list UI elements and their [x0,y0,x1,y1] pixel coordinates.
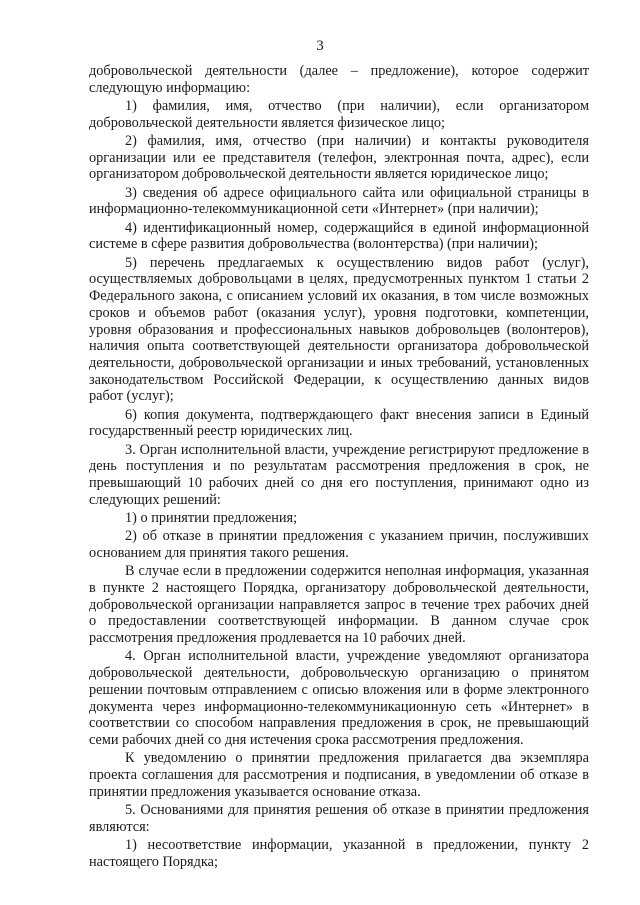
section-4-paragraph: 4. Орган исполнительной власти, учреждение уведомляют организатора добровольческой деятельности, добровольческую организацию о принятом решении почтовым отправлением с описью вложения или в форме электронного документа через информационно-телекоммуникационную сеть «Интернет» в соответствии со способом направления предложения в срок, не превышающий семи рабочих дней со дня истечения срока рассмотрения предложения. [89,648,589,748]
decision-item-2: 2) об отказе в принятии предложения с указанием причин, послуживших основанием для принятия такого решения. [89,528,589,562]
incomplete-info-paragraph: В случае если в предложении содержится неполная информация, указанная в пункте 2 настоящего Порядка, организатору добровольческой деятельности, добровольческой организации направляется запрос в течение трех рабочих дней о предоставлении соответствующей информации. В данном случае срок рассмотрения предложения продлевается на 10 рабочих дней. [89,563,589,647]
list-item-2: 2) фамилия, имя, отчество (при наличии) и контакты руководителя организации или ее представителя (телефон, электронная почта, адрес), если организатором добровольческой деятельности является юридическое лицо; [89,133,589,183]
page-number: 3 [316,38,324,54]
list-item-6: 6) копия документа, подтверждающего факт внесения записи в Единый государственный реестр юридических лиц. [89,406,589,440]
document-body [89,63,589,872]
notification-attachment-paragraph: К уведомлению о принятии предложения прилагается два экземпляра проекта соглашения для рассмотрения и подписания, в уведомлении об отказе в принятии предложения указывается основание отказа. [89,750,589,800]
section-5-paragraph: 5. Основаниями для принятия решения об отказе в принятии предложения являются: [89,801,589,835]
section-3-paragraph: 3. Орган исполнительной власти, учреждение регистрируют предложение в день поступления и по результатам рассмотрения предложения в срок, не превышающий 10 рабочих дней со дня его поступления, принимают одно из следующих решений: [89,441,589,508]
paragraph-intro-continuation: добровольческой деятельности (далее – предложение), которое содержит следующую информацию: [89,63,589,96]
list-item-5: 5) перечень предлагаемых к осуществлению видов работ (услуг), осуществляемых добровольцами в целях, предусмотренных пунктом 1 статьи 2 Федерального закона, с описанием условий их оказания, в том числе возможных сроков и объемов работ (оказания услуг), уровня подготовки, компетенции, уровня образования и профессиональных навыков добровольцев (волонтеров), наличия опыта соответствующей деятельности организатора добровольческой деятельности, добровольческой организации и иных требований, установленных законодательством Российской Федерации, к осуществлению данных видов работ (услуг); [89,254,589,405]
list-item-3: 3) сведения об адресе официального сайта или официальной страницы в информационно-телекоммуникационной сети «Интернет» (при наличии); [89,184,589,218]
refusal-ground-1: 1) несоответствие информации, указанной в предложении, пункту 2 настоящего Порядка; [89,836,589,870]
decision-item-1: 1) о принятии предложения; [125,510,298,527]
list-item-1: 1) фамилия, имя, отчество (при наличии), если организатором добровольческой деятельности является физическое лицо; [89,98,589,131]
list-item-4: 4) идентификационный номер, содержащийся в единой информационной системе в сфере развития добровольчества (волонтерства) (при наличии); [89,219,589,253]
